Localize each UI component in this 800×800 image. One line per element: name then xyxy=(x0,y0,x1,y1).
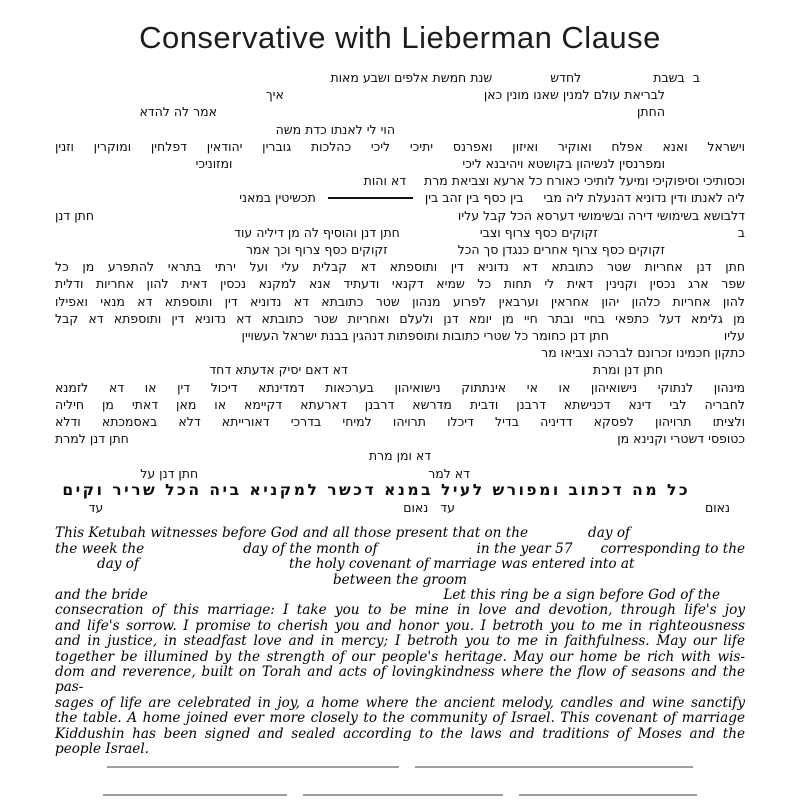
blank-space xyxy=(55,236,234,237)
blank-space xyxy=(55,115,139,116)
blank-space xyxy=(634,567,745,568)
hebrew-line xyxy=(55,138,745,155)
hebrew-line xyxy=(55,275,745,292)
blank-space xyxy=(663,373,745,374)
blank-space xyxy=(609,339,724,340)
text-segment: לחדש xyxy=(550,70,582,85)
english-line xyxy=(55,526,745,541)
hebrew-line xyxy=(55,86,745,103)
hebrew-line xyxy=(55,413,745,430)
blank-space xyxy=(55,133,276,134)
text-segment: ומזוניכי xyxy=(195,156,233,172)
text-segment: תכשיטין במאני xyxy=(239,190,316,206)
blank-space xyxy=(55,167,196,168)
text-segment: dom and reverence, built on Torah and acts of lovingkindness where the flow of seasons and the pas- xyxy=(55,663,745,696)
english-line xyxy=(55,696,745,711)
blank-space xyxy=(232,167,462,168)
hebrew-line xyxy=(55,379,745,396)
text-segment: זקוקים כסף צרוף וצבי xyxy=(479,224,598,240)
blank-space xyxy=(690,494,745,495)
text-segment: בשבת xyxy=(653,70,685,85)
signature-line xyxy=(415,766,693,768)
blank-space xyxy=(55,511,89,512)
text-segment: in the year 57 xyxy=(476,540,573,557)
text-segment: consecration of this marriage: I take you to be mine in love and devotion, through life's joy xyxy=(55,602,745,619)
hebrew-text-block xyxy=(55,69,745,516)
text-segment: and life's sorrow. I promise to cherish you and honor you. I betroth you to me in righteousness xyxy=(55,617,745,634)
blank-space xyxy=(55,98,266,99)
text-segment: בין כסף בין זהב בין xyxy=(424,190,524,206)
text-segment: people Israel. xyxy=(55,740,150,757)
text-segment: איך xyxy=(265,87,284,103)
signature-row xyxy=(55,766,745,768)
signature-row xyxy=(55,794,745,796)
text-segment: דא ומן מרת xyxy=(368,448,432,464)
blank-space xyxy=(428,511,440,512)
blank-space xyxy=(144,552,243,553)
fill-in-dash xyxy=(328,197,413,199)
blank-space xyxy=(528,536,588,537)
blank-space xyxy=(55,477,140,478)
blank-space xyxy=(55,567,97,568)
signature-line xyxy=(103,794,287,796)
text-segment: חתן דנן אחריות שטר כתובתא דא נדוניא דין ותוספתא דא קבלית עלי ועל ירתי בתראי להתפרע מן כל xyxy=(55,259,745,275)
text-segment: אמר לה להדא xyxy=(139,104,218,120)
text-segment: דלבושא בשימושי דירה ובשימושי דערסא הכל קבל עליו xyxy=(457,207,745,223)
hebrew-line xyxy=(55,361,745,378)
blank-space xyxy=(149,752,745,753)
blank-space xyxy=(406,184,424,185)
text-segment: ליה לאנתו ודין נדוניא דהנעלת ליה מבי xyxy=(543,190,745,206)
text-segment: זקוקים כסף צרוף וכך אמר xyxy=(245,242,388,258)
blank-space xyxy=(148,598,444,599)
english-line xyxy=(55,619,745,634)
text-segment: שפר ארג נכסין וקנינין דאית לי תחות כל שמיא דקנאי ודעתיד אנא למקנא נכסין דאית להון אחריות ודלית xyxy=(55,276,745,292)
text-segment: מינהון לנתוקי נישואיהון או אי אינתתוק נישואיהון בערכאות דמדינתא דיכול דין או דא לזמנא xyxy=(55,379,745,395)
text-segment: חתן דנן והוסיף לה מן דיליה עוד xyxy=(234,224,400,240)
text-segment: the week the xyxy=(55,540,145,557)
blank-space xyxy=(198,477,428,478)
english-line xyxy=(55,634,745,649)
text-segment: חתן דנן ומרת xyxy=(592,362,663,378)
blank-space xyxy=(55,494,62,495)
blank-space xyxy=(55,81,330,82)
text-segment: מן גלימא דעל כתפאי בחיי ובתר חיי מן יומא דנן ולעלם ואחריות שטר כתובתא דא נדוניא דין ותוספתא דא קבל xyxy=(55,310,745,326)
text-segment: חתן דנן למרת xyxy=(55,431,129,447)
hebrew-line xyxy=(55,172,745,189)
hebrew-line xyxy=(55,465,745,482)
english-line xyxy=(55,588,745,603)
hebrew-line xyxy=(55,344,745,361)
hebrew-line xyxy=(55,310,745,327)
blank-space xyxy=(720,598,745,599)
text-segment: זקוקים כסף צרוף אחרים כנגדן סך הכל xyxy=(457,242,665,258)
blank-space xyxy=(378,552,477,553)
text-segment: day of xyxy=(97,556,140,573)
blank-space xyxy=(572,552,600,553)
text-segment: שנת חמשת אלפים ושבע מאות xyxy=(330,70,493,85)
blank-space xyxy=(523,201,543,202)
english-line xyxy=(55,650,745,665)
text-segment: ב xyxy=(692,70,700,85)
blank-space xyxy=(665,98,745,99)
blank-space xyxy=(730,511,745,512)
text-segment: חתן דנן על xyxy=(140,465,199,481)
text-segment: Kiddushin has been signed and sealed according to the laws and traditions of Moses and the xyxy=(55,725,745,742)
blank-space xyxy=(581,81,653,82)
text-segment: נאום xyxy=(403,500,429,516)
text-segment: day of xyxy=(588,525,631,542)
text-segment: עליו xyxy=(723,328,745,344)
blank-space xyxy=(316,201,328,202)
text-segment: and in justice, in steadfast love and in mercy; I betroth you to me in faithfulness. May our life xyxy=(55,633,745,650)
text-segment: ומפרנסין לנשיהון בקושטא ויהיבנא ליכי xyxy=(462,156,665,172)
english-line xyxy=(55,557,745,572)
text-segment: הוי לי לאנתו כדת משה xyxy=(275,121,395,137)
blank-space xyxy=(129,442,617,443)
hebrew-line xyxy=(55,499,745,516)
text-segment: נאום xyxy=(704,500,730,516)
hebrew-line xyxy=(55,327,745,344)
blank-space xyxy=(55,583,333,584)
english-line xyxy=(55,711,745,726)
english-line xyxy=(55,542,745,557)
signature-line xyxy=(107,766,399,768)
hebrew-line xyxy=(55,207,745,224)
blank-space xyxy=(217,115,637,116)
blank-space xyxy=(103,511,403,512)
text-segment: לבריאת עולם למנין שאנו מונין כאן xyxy=(483,87,665,103)
text-segment: between the groom xyxy=(332,571,468,588)
text-segment: sages of life are celebrated in joy, a home where the ancient melody, candles and wine sanctify xyxy=(55,694,745,711)
text-segment: corresponding to the xyxy=(600,540,745,557)
text-segment: וישראל ואנא אפלח ואוקיר ואיזון ואפרנס יתיכי ליכי כהלכות גוברין יהודאין דפלחין ומוקרין וזנין xyxy=(55,138,745,154)
blank-space xyxy=(413,201,425,202)
text-segment: כל מה דכתוב ומפורש לעיל במנא דכשר למקניא ביה הכל שריר וקים xyxy=(62,480,691,499)
blank-space xyxy=(388,253,458,254)
blank-space xyxy=(700,81,745,82)
blank-space xyxy=(665,167,745,168)
text-segment: חתן דנן כחומר כל שטרי כתובות ותוספתות דנהגין בבנת ישראל העשויין xyxy=(241,328,609,344)
english-text-block xyxy=(55,526,745,757)
text-segment: and the bride xyxy=(55,586,148,603)
blank-space xyxy=(598,236,738,237)
signature-line xyxy=(303,794,503,796)
hebrew-line xyxy=(55,241,745,258)
hebrew-line xyxy=(55,430,745,447)
blank-space xyxy=(55,373,209,374)
blank-space xyxy=(348,373,593,374)
blank-space xyxy=(400,236,480,237)
text-segment: כטופסי דשטרי וקנינא מן xyxy=(617,431,745,447)
hebrew-line xyxy=(55,224,745,241)
text-segment: This Ketubah witnesses before God and all those present that on the xyxy=(55,525,529,542)
blank-space xyxy=(467,583,745,584)
english-line xyxy=(55,742,745,757)
blank-space xyxy=(665,253,745,254)
blank-space xyxy=(94,219,458,220)
text-segment: עד xyxy=(88,500,104,516)
english-line xyxy=(55,665,745,696)
blank-space xyxy=(431,459,745,460)
english-line xyxy=(55,573,745,588)
hebrew-line xyxy=(55,482,745,499)
blank-space xyxy=(665,115,745,116)
signature-lines xyxy=(55,766,745,796)
blank-space xyxy=(55,253,246,254)
text-segment: the holy covenant of marriage was entered into at xyxy=(289,556,635,573)
blank-space xyxy=(139,567,289,568)
text-segment: together be illumined by the strength of our people's heritage. May our home be rich with wis- xyxy=(55,648,745,665)
text-segment: וכסותיכי וסיפוקיכי ומיעל לותיכי כאורח כל ארעא וצביאת מרת xyxy=(424,173,745,189)
blank-space xyxy=(55,339,242,340)
english-line xyxy=(55,727,745,742)
blank-space xyxy=(55,459,369,460)
text-segment: כתקון חכמינו זכרונם לברכה וצביאו מר xyxy=(541,345,745,361)
blank-space xyxy=(685,81,693,82)
blank-space xyxy=(455,511,705,512)
hebrew-line xyxy=(55,189,745,206)
text-segment: ולציתו תרויהון לפסקא דדיניה בדיל דיכלו תרויהו למיחי בדרכי דאורייתא דלא באסמכתא ודלא xyxy=(55,414,745,430)
signature-line xyxy=(519,794,697,796)
text-segment: חתן דנן xyxy=(55,207,94,223)
hebrew-line xyxy=(55,69,745,86)
hebrew-line xyxy=(55,103,745,120)
hebrew-line xyxy=(55,155,745,172)
blank-space xyxy=(470,477,745,478)
hebrew-line xyxy=(55,447,745,464)
text-segment: לחבריה לבי דינא דכנישתא דרבנן ודבית מדרשא דרבנן דארעתא דקיימא או מאן דאתי מן חיליה xyxy=(55,396,745,412)
blank-space xyxy=(55,201,239,202)
text-segment: דא למר xyxy=(428,465,470,481)
blank-space xyxy=(492,81,550,82)
hebrew-line xyxy=(55,293,745,310)
hebrew-line xyxy=(55,396,745,413)
text-segment: דא דאם יסיק אדעתא דחד xyxy=(209,362,348,378)
blank-space xyxy=(284,98,484,99)
blank-space xyxy=(395,133,745,134)
text-segment: day of the month of xyxy=(243,540,378,557)
text-segment: החתן xyxy=(637,104,665,120)
text-segment: Let this ring be a sign before God of the xyxy=(443,586,720,603)
hebrew-line xyxy=(55,258,745,275)
text-segment: עד xyxy=(440,500,455,516)
hebrew-line xyxy=(55,121,745,138)
text-segment: ב xyxy=(737,224,745,240)
text-segment: the table. A home joined ever more closely to the community of Israel. This covenant of marriage xyxy=(55,710,745,727)
blank-space xyxy=(630,536,745,537)
english-line xyxy=(55,603,745,618)
blank-space xyxy=(55,356,541,357)
text-segment: דא והות xyxy=(363,173,407,189)
page-title: Conservative with Lieberman Clause xyxy=(139,20,661,55)
text-segment: להון אחריות כלהון יהון אחראין וערבאין לפרוע מנהון שטר כתובתא דא נדוניא דין ותוספתא דא מנאי ואפילו xyxy=(55,293,745,309)
blank-space xyxy=(55,184,364,185)
